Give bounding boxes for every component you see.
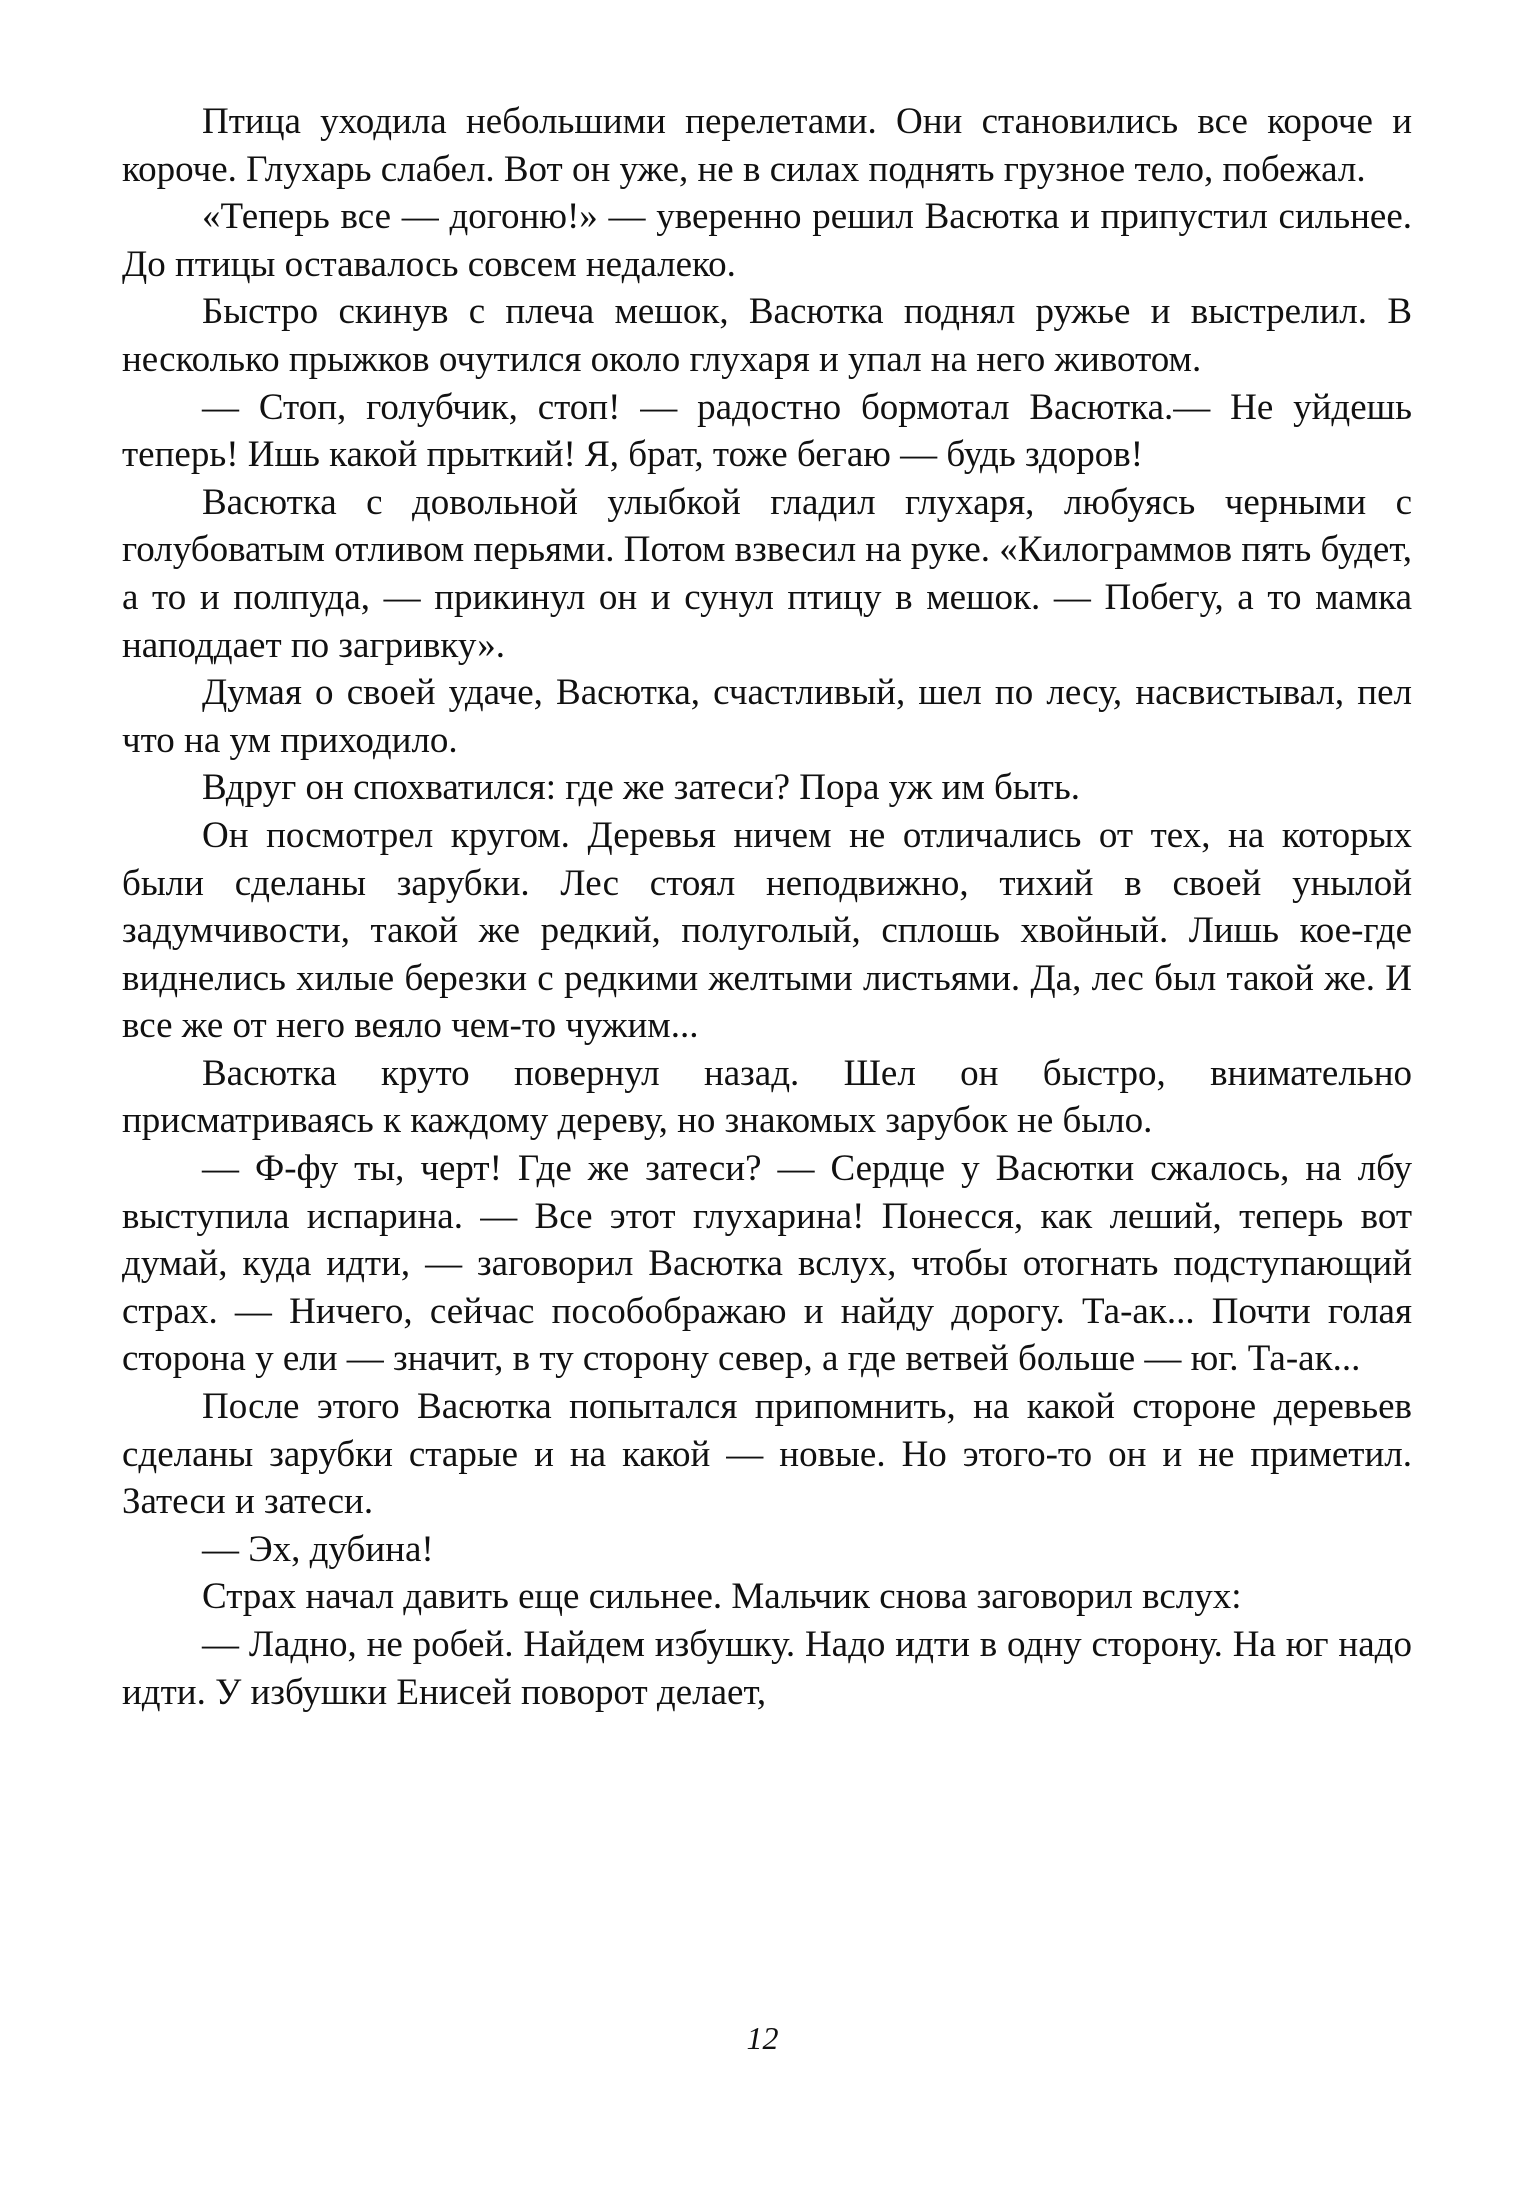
paragraph-13: Страх начал давить еще сильнее. Мальчик снова заговорил вслух:	[202, 1576, 1242, 1618]
paragraph-9: Васютка круто повернул назад. Шел он быстро, внимательно присматриваясь к каждому дереву, но знакомых зарубок не было.	[122, 1052, 1412, 1142]
paragraph-6: Думая о своей удаче, Васютка, счастливый, шел по лесу, насвистывал, пел что на ум приходило.	[122, 672, 1412, 761]
paragraph-11: После этого Васютка попытался припомнить, на какой стороне деревьев сделаны зарубки старые и на какой — новые. Но этого-то он и не приметил. Затеси и затеси.	[122, 1386, 1412, 1523]
paragraph-12: — Эх, дубина!	[202, 1528, 434, 1570]
paragraph-4: — Стоп, голубчик, стоп! — радостно бормотал Васютка.— Не уйдешь теперь! Ишь какой прыткий! Я, брат, тоже бегаю — будь здоров!	[122, 386, 1412, 476]
paragraph-5: Васютка с довольной улыбкой гладил глухаря, любуясь черными с голубоватым отливом перьями. Потом взвесил на руке. «Килограммов пять будет, а то и полпуда, — прикинул он и сунул птицу в мешок. — Побегу, а то мамка наподдает по загривку».	[122, 481, 1412, 666]
paragraph-2: «Теперь все — догоню!» — уверенно решил Васютка и припустил сильнее. До птицы оставалось совсем недалеко.	[122, 196, 1412, 285]
paragraph-8: Он посмотрел кругом. Деревья ничем не отличались от тех, на которых были сделаны зарубки. Лес стоял неподвижно, тихий в своей унылой задумчивости, такой же редкий, полуголый, сплошь хвойный. Лишь кое-где виднелись хилые березки с редкими желтыми листьями. Да, лес был такой же. И все же от него веяло чем-то чужим...	[122, 814, 1412, 1047]
text-column	[122, 98, 1412, 1716]
paragraph-1: Птица уходила небольшими перелетами. Они становились все короче и короче. Глухарь слабел. Вот он уже, не в силах поднять грузное тело, побежал.	[122, 101, 1412, 190]
paragraph-3: Быстро скинув с плеча мешок, Васютка поднял ружье и выстрелил. В несколько прыжков очутился около глухаря и упал на него животом.	[122, 291, 1412, 380]
paragraph-14: — Ладно, не робей. Найдем избушку. Надо идти в одну сторону. На юг надо идти. У избушки Енисей поворот делает,	[122, 1624, 1412, 1713]
paragraph-7: Вдруг он спохватился: где же затеси? Пора уж им быть.	[202, 767, 1080, 809]
page-number: 12	[746, 2020, 779, 2056]
paragraph-10: — Ф-фу ты, черт! Где же затеси? — Сердце у Васютки сжалось, на лбу выступила испарина. — Все этот глухарина! Понесся, как леший, теперь вот думай, куда идти, — заговорил Васютка вслух, чтобы отогнать подступающий страх. — Ничего, сейчас пособображаю и найду дорогу. Та-ак... Почти голая сторона у ели — значит, в ту сторону север, а где ветвей больше — юг. Та-ак...	[122, 1148, 1412, 1380]
